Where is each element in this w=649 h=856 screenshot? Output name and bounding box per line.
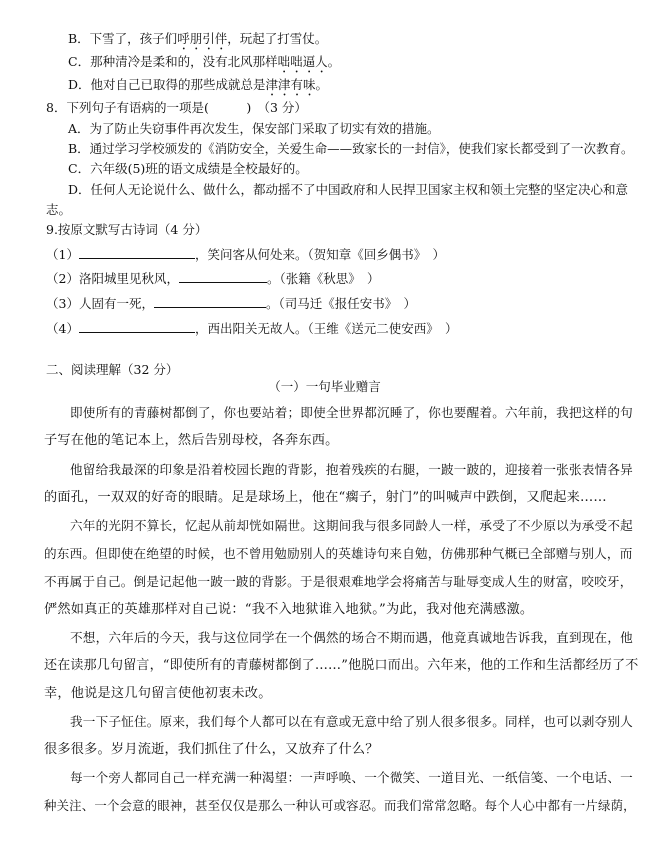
passage-line: 六年的光阴不算长，忆起从前却恍如隔世。这期间我与很多同龄人一样，承受了不少原以为承受不起 — [70, 518, 633, 533]
q9-line-3 — [46, 295, 416, 312]
q9-line-2 — [46, 270, 379, 287]
q8-stem: 8．下列句子有语病的一项是( ) （3 分） — [46, 100, 307, 115]
q9-line-2-suffix: 。（张籍《秋思》 ） — [266, 271, 380, 286]
q7-option-c-prefix: C．那种清冷是柔和的，没有北风那样 — [68, 54, 278, 69]
passage-line: 他留给我最深的印象是沿着校园长跑的背影，抱着残疾的右腿，一跛一跛的，迎接着一张张表情各异 — [70, 462, 633, 477]
q7-option-c-dotted: 咄咄逼人 — [277, 54, 328, 69]
passage-line: 很多很多。岁月流逝，我们抓住了什么，又放弃了什么？ — [44, 742, 379, 757]
q9-answer-blank-3[interactable] — [154, 295, 266, 308]
q7-option-c — [68, 54, 340, 76]
passage-line: 种关注、一个会意的眼神，甚至仅仅是那么一种认可或容忍。而我们常常忽略。每个人心中都有一片绿荫， — [44, 798, 636, 813]
q9-line-4-prefix: （4） — [46, 321, 79, 336]
passage-line: 不想，六年后的今天，我与这位同学在一个偶然的场合不期而遇，他竟真诚地告诉我，直到现在，他 — [70, 630, 633, 645]
q9-answer-blank-1[interactable] — [79, 246, 195, 259]
passage-line: 的面孔，一双双的好奇的眼睛。足是球场上，他在“瘸子，射门”的叫喊声中跌倒，又爬起来…… — [44, 490, 607, 505]
q8-option-c: C．六年级(5)班的语文成绩是全校最好的。 — [68, 161, 308, 176]
q7-option-d — [68, 77, 328, 99]
passage-line: 不再属于自己。倒是记起他一跛一跛的背影。于是很艰难地学会将痛苦与耻辱变成人生的财富，咬咬牙， — [44, 574, 633, 589]
q9-line-4-suffix: ，西出阳关无故人。（王维《送元二使安西》 ） — [194, 321, 458, 336]
passage-line: 即使所有的青藤树都倒了，你也要站着；即使全世界都沉睡了，你也要醒着。六年前，我把这样的句 — [70, 405, 633, 420]
passage-line: 子写在他的笔记本上，然后告别母校，各奔东西。 — [44, 433, 339, 448]
q7-option-b-dotted: 呼朋引伴 — [177, 31, 228, 46]
q9-line-3-suffix: 。（司马迁《报任安书》 ） — [265, 296, 416, 311]
q7-option-d-dotted: 津津有味 — [265, 77, 316, 92]
q7-option-d-suffix: 。 — [315, 77, 329, 92]
q9-line-1 — [46, 246, 445, 263]
q8-option-d-line2: 志。 — [46, 202, 72, 217]
q9-line-1-suffix: ，笑问客从何处来。（贺知章《回乡偶书》 ） — [194, 247, 445, 262]
passage-line: 的东西。但即使在绝望的时候，也不曾用勉励别人的英雄诗句来自勉，仿佛那种气概已全部赠与别人，而 — [44, 546, 633, 561]
q8-option-b: B．通过学习学校颁发的《消防安全，关爱生命——致家长的一封信》，使我们家长都受到了一次教育。 — [68, 141, 634, 156]
q8-option-d-line1: D．任何人无论说什么、做什么，都动摇不了中国政府和人民捍卫国家主权和领土完整的坚定决心和意 — [68, 182, 629, 197]
q7-option-b — [68, 31, 327, 53]
q8-option-a: A．为了防止失窃事件再次发生，保安部门采取了切实有效的措施。 — [68, 121, 440, 136]
q7-option-d-prefix: D．他对自己已取得的那些成就总是 — [68, 77, 266, 92]
passage-line: 每一个旁人都同自己一样充满一种渴望：一声呼唤、一个微笑、一道目光、一纸信笺、一个电话、一 — [70, 770, 633, 785]
passage-line: 我一下子怔住。原来，我们每个人都可以在有意或无意中给了别人很多很多。同样，也可以剥夺别人 — [70, 714, 633, 729]
passage-line: 幸，他说是这几句留言使他初衷未改。 — [44, 686, 272, 701]
q9-stem: 9.按原文默写古诗词（4 分） — [46, 222, 208, 237]
passage-line: 还在读那几句留言，“即使所有的青藤树都倒了……”他脱口而出。六年来，他的工作和生活都经历了不 — [44, 658, 639, 673]
q7-option-b-suffix: ，玩起了打雪仗。 — [227, 31, 328, 46]
q9-answer-blank-2[interactable] — [179, 270, 267, 283]
q9-line-4 — [46, 320, 457, 337]
q7-option-c-suffix: 。 — [327, 54, 341, 69]
passage-title: （一）一句毕业赠言 — [268, 379, 381, 394]
q9-line-1-prefix: （1） — [46, 247, 79, 262]
passage-line: 俨然如真正的英雄那样对自己说：“我不入地狱谁入地狱。”为此，我对他充满感激。 — [44, 602, 534, 617]
q9-line-3-prefix: （3）人固有一死， — [46, 296, 154, 311]
q9-answer-blank-4[interactable] — [79, 320, 195, 333]
section-2-heading: 二、阅读理解（32 分） — [46, 362, 179, 377]
q7-option-b-prefix: B．下雪了，孩子们 — [68, 31, 178, 46]
q9-line-2-prefix: （2）洛阳城里见秋风， — [46, 271, 179, 286]
